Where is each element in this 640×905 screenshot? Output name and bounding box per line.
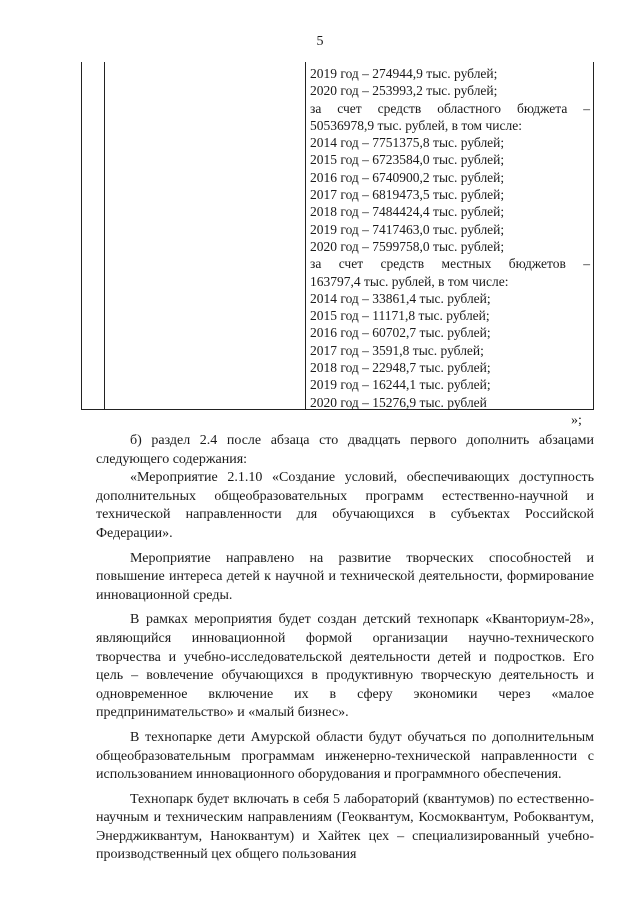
funding-line: 2019 год – 7417463,0 тыс. рублей; xyxy=(310,221,505,237)
funding-line: 2014 год – 33861,4 тыс. рублей; xyxy=(310,290,491,306)
funding-line: 2018 год – 22948,7 тыс. рублей; xyxy=(310,360,491,376)
table-column-divider xyxy=(305,62,306,410)
paragraph-amendment: б) раздел 2.4 после абзаца сто двадцать первого дополнить абзацами следующего содержания: xyxy=(96,433,594,467)
document-body xyxy=(96,432,594,865)
paragraph-education: В технопарке дети Амурской области будут обучаться по дополнительным общеобразовательным программам инженерно-технической направленности с использованием инновационного оборудования и программного обеспечения. xyxy=(96,729,594,783)
funding-line: 2017 год – 6819473,5 тыс. рублей; xyxy=(310,187,505,203)
table-border-right xyxy=(593,62,594,410)
funding-line: за счет средств местных бюджетов – xyxy=(310,256,590,272)
funding-line: 2019 год – 16244,1 тыс. рублей; xyxy=(310,377,491,393)
funding-line: 2015 год – 6723584,0 тыс. рублей; xyxy=(310,152,505,168)
page-number: 5 xyxy=(316,34,324,49)
funding-line: за счет средств областного бюджета – xyxy=(310,100,590,116)
funding-line: 2014 год – 7751375,8 тыс. рублей; xyxy=(310,135,505,151)
paragraph-laboratories: Технопарк будет включать в себя 5 лабораторий (квантумов) по естественно-научным и техническим направлениям (Геоквантум, Космоквантум, Робоквантум, Энерджиквантум, Наноквантум) и Хайтек цех – специализированный учебно-производственный цех общего пользования xyxy=(96,791,594,863)
funding-line: 2019 год – 274944,9 тыс. рублей; xyxy=(310,66,498,81)
program-funding-table xyxy=(81,62,594,410)
paragraph-measure-title: «Мероприятие 2.1.10 «Создание условий, обеспечивающих доступность дополнительных общеобразовательных программ естественно-научной и технической направленности для обучающихся в субъектах Российской Федерации». xyxy=(96,470,594,541)
paragraph-measure-goal: Мероприятие направлено на развитие творческих способностей и повышение интереса детей к научной и технической деятельности, формирование инновационной среды. xyxy=(96,550,594,603)
funding-line: 2016 год – 6740900,2 тыс. рублей; xyxy=(310,169,505,185)
funding-cell xyxy=(310,65,590,411)
funding-line: 2020 год – 7599758,0 тыс. рублей; xyxy=(310,238,505,254)
table-column-divider xyxy=(104,62,105,410)
funding-line: 2020 год – 253993,2 тыс. рублей; xyxy=(310,83,498,99)
funding-line: 50536978,9 тыс. рублей, в том числе: xyxy=(310,117,522,133)
funding-line: 2016 год – 60702,7 тыс. рублей; xyxy=(310,325,491,341)
funding-line: 2015 год – 11171,8 тыс. рублей; xyxy=(310,308,490,324)
table-border-left xyxy=(81,62,82,410)
funding-line: 2017 год – 3591,8 тыс. рублей; xyxy=(310,342,484,358)
paragraph-technopark: В рамках мероприятия будет создан детский технопарк «Кванториум-28», являющийся инновационной формой организации научно-технического творчества и учебно-исследовательской деятельности детей и подростков. Его цель – вовлечение обучающихся в продуктивную творческую деятельность и одновременное включение их в сферу экономики через «малое предпринимательство» и «малый бизнес». xyxy=(96,612,594,721)
funding-line: 163797,4 тыс. рублей, в том числе: xyxy=(310,273,509,289)
funding-line: 2020 год – 15276,9 тыс. рублей xyxy=(310,394,487,410)
closing-quote: »; xyxy=(571,413,582,428)
funding-line: 2018 год – 7484424,4 тыс. рублей; xyxy=(310,204,505,220)
